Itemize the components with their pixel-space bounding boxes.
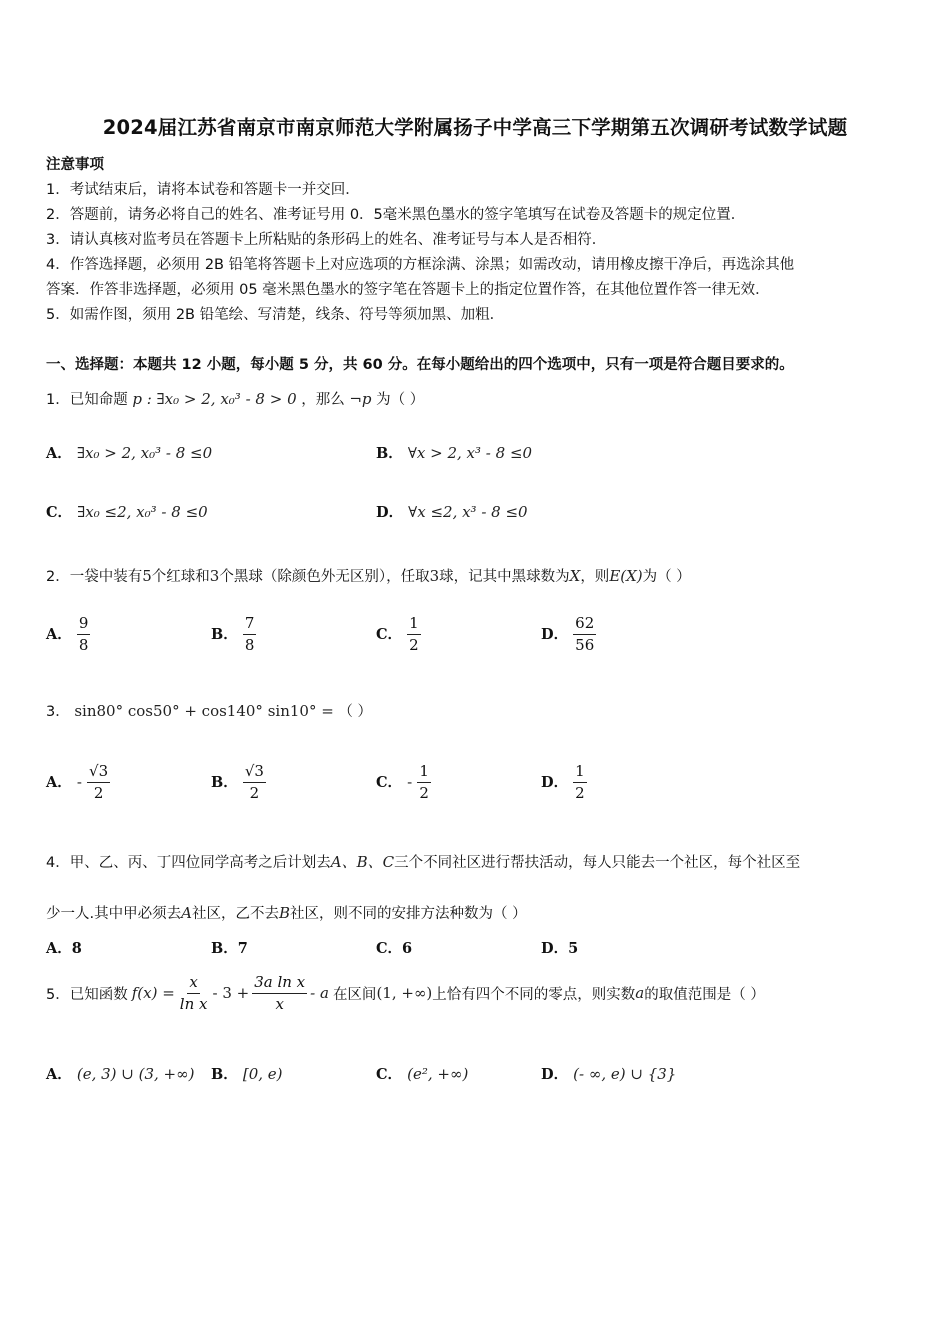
q4-place-a: A bbox=[181, 904, 192, 922]
q4-option-b[interactable]: B．7 bbox=[211, 940, 248, 957]
q3-option-c[interactable] bbox=[376, 762, 431, 803]
option-label: D． bbox=[541, 1066, 569, 1083]
q2-text: 为（ ） bbox=[642, 569, 691, 585]
notice-item: 3．请认真核对监考员在答题卡上所粘贴的条形码上的姓名、准考证号与本人是否相符． bbox=[46, 232, 607, 248]
q5-fraction-1: $\frac{x}{\text{ln x}}$ bbox=[179, 973, 208, 1013]
option-label: B． bbox=[211, 1066, 238, 1083]
option-fraction: $\frac{62}{56}$ bbox=[575, 614, 595, 654]
q4-text: 少一人.其中甲必须去 bbox=[46, 906, 182, 922]
q2-text: 球，记其中黑球数为 bbox=[439, 569, 570, 585]
q1-option-b[interactable] bbox=[376, 442, 532, 463]
q4-option-a[interactable]: A．8 bbox=[46, 940, 82, 957]
q2-option-d[interactable] bbox=[541, 614, 596, 655]
q4-places: A、B、C bbox=[330, 853, 395, 871]
option-label: B． bbox=[211, 625, 238, 643]
option-expr: ∃x₀ > 2, x₀³ - 8 ≤0 bbox=[76, 444, 213, 462]
q4-text: 社区，乙不去 bbox=[191, 906, 279, 922]
option-expr: (e², +∞) bbox=[407, 1065, 469, 1083]
question-4-line2 bbox=[46, 902, 527, 923]
q5-text: 5．已知函数 bbox=[46, 986, 128, 1003]
option-label: B． bbox=[376, 445, 403, 462]
option-fraction: $\frac{7}{8}$ bbox=[244, 614, 255, 654]
option-label: A． bbox=[46, 445, 72, 462]
q3-option-a[interactable] bbox=[46, 762, 110, 803]
q2-number: 3 bbox=[209, 567, 220, 585]
q4-text: 4．甲、乙、丙、丁四位同学高考之后计划去 bbox=[46, 855, 331, 871]
option-label: C． bbox=[376, 625, 403, 643]
q4-text: 社区，则不同的安排方法种数为（ ） bbox=[289, 906, 527, 922]
q5-variable: a bbox=[635, 984, 645, 1003]
q2-expectation: E(X) bbox=[609, 567, 643, 585]
option-fraction: $\frac{9}{8}$ bbox=[78, 614, 89, 654]
option-label: D． bbox=[541, 773, 569, 791]
option-expr: ∀x > 2, x³ - 8 ≤0 bbox=[407, 444, 533, 462]
option-fraction: $\frac{1}{2}$ bbox=[419, 762, 429, 802]
q5-fraction-2: $\frac{\text{3a ln x}}{x}$ bbox=[254, 973, 306, 1013]
option-label: A． bbox=[46, 625, 72, 643]
option-fraction: $\frac{1}{2}$ bbox=[409, 614, 419, 654]
q5-tail: - a bbox=[310, 984, 329, 1003]
q4-text: 三个不同社区进行帮扶活动，每人只能去一个社区，每个社区至 bbox=[394, 855, 801, 871]
q3-option-d[interactable] bbox=[541, 762, 587, 803]
option-fraction: $\frac{1}{2}$ bbox=[575, 762, 585, 802]
option-expr: [0, e) bbox=[242, 1065, 283, 1083]
q2-option-a[interactable] bbox=[46, 614, 90, 655]
option-expr: ∀x ≤2, x³ - 8 ≤0 bbox=[408, 503, 528, 521]
notice-item: 1．考试结束后，请将本试卷和答题卡一并交回． bbox=[46, 182, 360, 198]
q1-end: 为（ ） bbox=[376, 392, 425, 408]
q5-option-c[interactable] bbox=[376, 1063, 468, 1084]
notice-item: 4．作答选择题，必须用 2B 铅笔将答题卡上对应选项的方框涂满、涂黑；如需改动，请用橡皮擦干净后，再选涂其他 bbox=[46, 257, 795, 273]
q5-interval: (1, +∞) bbox=[376, 984, 433, 1003]
q1-stem: 1．已知命题 bbox=[46, 392, 128, 408]
option-fraction: $\frac{√3}{2}$ bbox=[244, 762, 264, 802]
q5-option-b[interactable] bbox=[211, 1063, 283, 1084]
q4-place-b: B bbox=[278, 904, 290, 922]
q1-proposition: p : ∃x₀ > 2, x₀³ - 8 > 0 bbox=[132, 390, 297, 408]
q3-stem: 3． bbox=[46, 704, 70, 720]
q2-option-b[interactable] bbox=[211, 614, 256, 655]
q5-text: 的取值范围是（ ） bbox=[644, 986, 765, 1003]
q2-number: 3 bbox=[429, 567, 440, 585]
q1-option-a[interactable] bbox=[46, 442, 212, 463]
option-expr: ∃x₀ ≤2, x₀³ - 8 ≤0 bbox=[77, 503, 208, 521]
q2-text: 个红球和 bbox=[151, 569, 210, 585]
q3-expression: sin80° cos50° + cos140° sin10° = bbox=[74, 702, 334, 720]
page-title: 2024届江苏省南京市南京师范大学附属扬子中学高三下学期第五次调研考试数学试题 bbox=[102, 116, 848, 139]
notice-item: 5．如需作图，须用 2B 铅笔绘、写清楚，线条、符号等须加黑、加粗． bbox=[46, 307, 505, 323]
q5-option-a[interactable] bbox=[46, 1063, 194, 1084]
q2-text: ，则 bbox=[580, 569, 610, 585]
q5-text: 上恰有四个不同的零点，则实数 bbox=[432, 986, 636, 1003]
section-header: 一、选择题：本题共 12 小题，每小题 5 分，共 60 分。在每小题给出的四个选项中，只有一项是符合题目要求的。 bbox=[46, 357, 794, 373]
q1-option-c[interactable] bbox=[46, 501, 208, 522]
q2-text: 2．一袋中装有 bbox=[46, 569, 143, 585]
q5-function: f(x) = bbox=[131, 984, 175, 1003]
q1-option-d[interactable] bbox=[376, 501, 528, 522]
question-5 bbox=[46, 973, 765, 1014]
option-label: B． bbox=[211, 773, 238, 791]
question-1 bbox=[46, 388, 424, 409]
option-label: A． bbox=[46, 773, 72, 791]
notice-item: 答案．作答非选择题，必须用 05 毫米黑色墨水的签字笔在答题卡上的指定位置作答，在其他位置作答一律无效． bbox=[46, 282, 770, 298]
q1-mid: ，那么 bbox=[301, 392, 345, 408]
option-label: D． bbox=[541, 625, 569, 643]
q2-variable: X bbox=[569, 567, 581, 585]
q2-text: 个黑球（除颜色外无区别），任取 bbox=[219, 569, 430, 585]
option-sign: - bbox=[76, 772, 82, 791]
q5-option-d[interactable] bbox=[541, 1063, 676, 1084]
option-expr: (e, 3) ∪ (3, +∞) bbox=[76, 1065, 195, 1083]
notice-heading: 注意事项 bbox=[46, 157, 104, 173]
q2-number: 5 bbox=[142, 567, 152, 585]
notice-item: 2．答题前，请务必将自己的姓名、准考证号用 0．5毫米黑色墨水的签字笔填写在试卷及答题卡的规定位置． bbox=[46, 207, 746, 223]
option-label: C． bbox=[376, 773, 403, 791]
option-label: C． bbox=[46, 504, 73, 521]
option-label: D． bbox=[376, 504, 404, 521]
q1-negation: ¬p bbox=[349, 390, 372, 408]
q5-text: 在区间 bbox=[332, 986, 377, 1003]
q4-option-c[interactable]: C．6 bbox=[376, 940, 413, 957]
option-label: A． bbox=[46, 1066, 72, 1083]
q2-option-c[interactable] bbox=[376, 614, 421, 655]
q3-option-b[interactable] bbox=[211, 762, 266, 803]
q5-mid: - 3 + bbox=[212, 984, 250, 1003]
question-3 bbox=[46, 700, 372, 721]
q4-option-d[interactable]: D．5 bbox=[541, 940, 579, 957]
option-sign: - bbox=[407, 772, 413, 791]
option-label: C． bbox=[376, 1066, 403, 1083]
option-fraction: $\frac{√3}{2}$ bbox=[89, 762, 109, 802]
q3-end: （ ） bbox=[338, 704, 373, 720]
question-2 bbox=[46, 565, 691, 586]
question-4 bbox=[46, 851, 800, 872]
option-expr: (- ∞, e) ∪ {3} bbox=[573, 1065, 677, 1083]
